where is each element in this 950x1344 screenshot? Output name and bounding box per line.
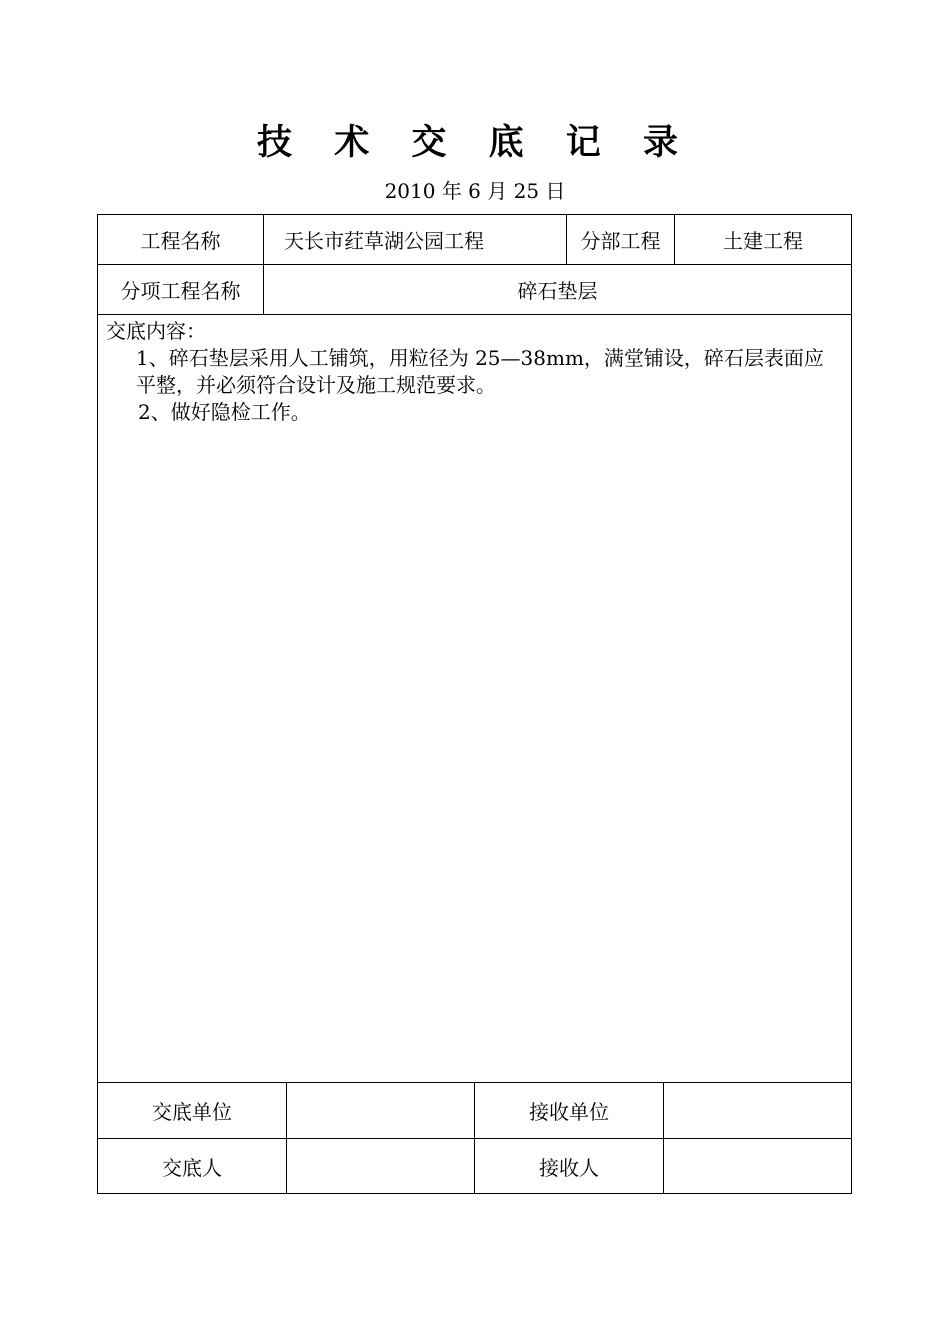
receiver-label: 接收人 bbox=[539, 1155, 599, 1180]
item-name-value: 碎石垫层 bbox=[517, 279, 598, 303]
disclosure-heading: 交底内容： bbox=[106, 319, 206, 343]
disclosure-item-2: 2、做好隐检工作。 bbox=[138, 400, 311, 424]
issuer-label: 交底人 bbox=[162, 1155, 222, 1180]
disclosure-item-1: 1、碎石垫层采用人工铺筑，用粒径为 25—38mm，满堂铺设，碎石层表面应 bbox=[136, 346, 824, 370]
document-title: 技 术 交 底 记 录 bbox=[257, 123, 693, 163]
receiving-unit-label: 接收单位 bbox=[529, 1100, 609, 1124]
disclosure-content bbox=[106, 318, 848, 426]
sub-division-label: 分部工程 bbox=[580, 229, 661, 253]
receiving-unit-value[interactable] bbox=[664, 1083, 851, 1138]
issuer-value[interactable] bbox=[287, 1139, 474, 1193]
sub-division-value: 土建工程 bbox=[723, 229, 803, 253]
receiver-value[interactable] bbox=[664, 1139, 851, 1193]
issuing-unit-value[interactable] bbox=[287, 1083, 474, 1138]
issuing-unit-label: 交底单位 bbox=[152, 1100, 232, 1124]
document-date: 2010 年 6 月 25 日 bbox=[384, 179, 566, 203]
item-name-label: 分项工程名称 bbox=[120, 279, 241, 303]
project-name-value: 天长市荭草湖公园工程 bbox=[284, 229, 484, 253]
row-divider-2 bbox=[97, 314, 852, 315]
disclosure-item-1-continued: 平整，并必须符合设计及施工规范要求。 bbox=[136, 373, 496, 397]
project-name-label: 工程名称 bbox=[140, 229, 221, 253]
